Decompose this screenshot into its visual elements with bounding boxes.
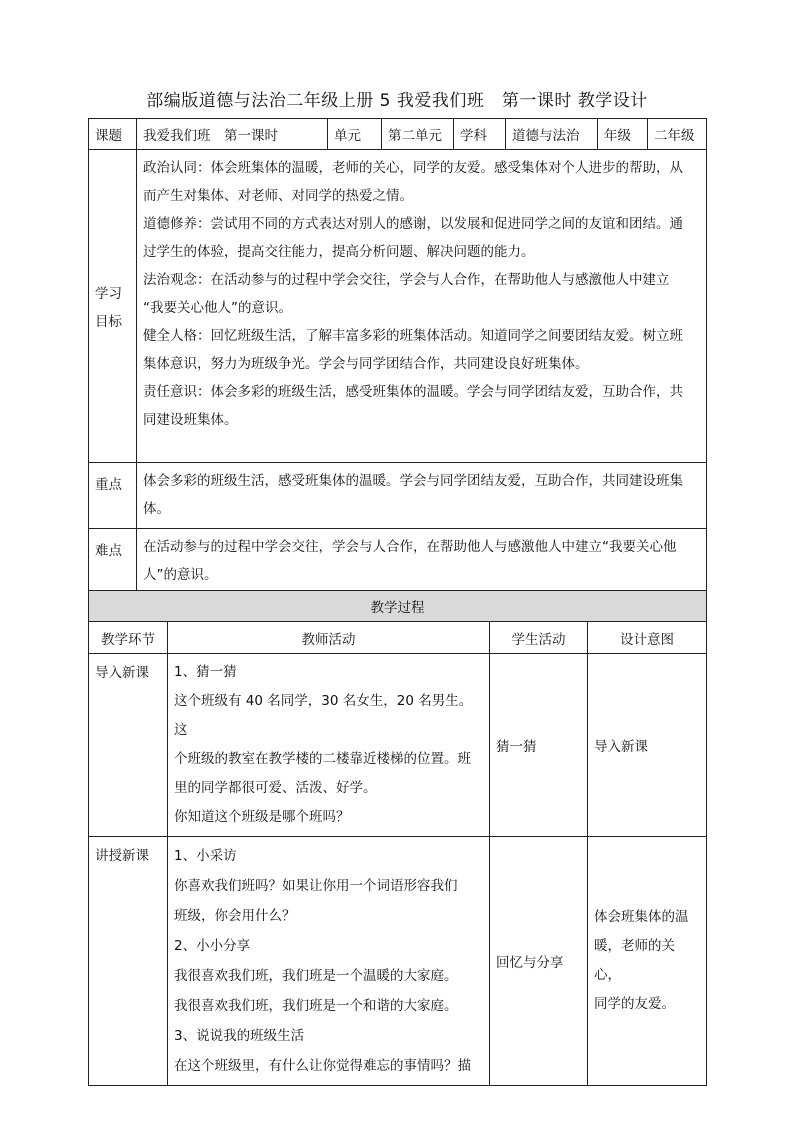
grade-label: 年级 — [598, 119, 648, 150]
teacher-line: 个班级的教室在教学楼的二楼靠近楼梯的位置。班 — [174, 751, 471, 767]
key-point-content — [137, 463, 707, 529]
design-intent-intro: 导入新课 — [588, 654, 707, 837]
intent-line: 体会班集体的温 — [594, 909, 689, 925]
column-header: 学生活动 — [490, 622, 588, 654]
teacher-line: 1、猜一猜 — [174, 664, 237, 680]
key-point-line: 体。 — [143, 501, 170, 517]
design-intent-lesson — [588, 837, 707, 1086]
column-header: 教师活动 — [168, 622, 490, 654]
goal-line: 道德修养：尝试用不同的方式表达对别人的感谢，以发展和促进同学之间的友谊和团结。通 — [143, 216, 683, 232]
subject-value: 道德与法治 — [506, 119, 598, 150]
goals-label-line: 学习 — [95, 286, 122, 302]
teacher-line: 我很喜欢我们班，我们班是一个和谐的大家庭。 — [174, 998, 458, 1014]
teacher-line: 班级，你会用什么？ — [174, 908, 296, 924]
teacher-line: 1、小采访 — [174, 848, 237, 864]
difficulty-line: 人”的意识。 — [143, 567, 218, 583]
goal-line: 法治观念：在活动参与的过程中学会交往，学会与人合作，在帮助他人与感激他人中建立 — [143, 272, 670, 288]
teacher-activity-intro — [168, 654, 490, 837]
goal-line: 而产生对集体、对老师、对同学的热爱之情。 — [143, 188, 413, 204]
goal-line: 健全人格：回忆班级生活，了解丰富多彩的班集体活动。知道同学之间要团结友爱。树立班 — [143, 328, 683, 344]
goal-line: 集体意识，努力为班级争光。学会与同学团结合作，共同建设良好班集体。 — [143, 356, 589, 372]
teacher-line: 里的同学都很可爱、活泼、好学。 — [174, 780, 377, 796]
teacher-line: 你知道这个班级是哪个班吗？ — [174, 809, 350, 825]
info-table — [88, 118, 707, 594]
subject-label: 学科 — [454, 119, 506, 150]
goal-line: 政治认同：体会班集体的温暖，老师的关心，同学的友爱。感受集体对个人进步的帮助，从 — [143, 160, 683, 176]
difficulty-label: 难点 — [89, 529, 137, 594]
difficulty-content — [137, 529, 707, 594]
column-header: 设计意图 — [588, 622, 707, 654]
topic-label: 课题 — [89, 119, 137, 150]
goal-line: “我要关心他人”的意识。 — [143, 300, 292, 316]
intent-line: 同学的友爱。 — [594, 996, 675, 1012]
teacher-line: 我很喜欢我们班，我们班是一个温暖的大家庭。 — [174, 968, 458, 984]
teacher-line: 3、说说我的班级生活 — [174, 1028, 305, 1044]
intent-line: 暖，老师的关心， — [594, 938, 675, 983]
difficulty-line: 在活动参与的过程中学会交往，学会与人合作，在帮助他人与感激他人中建立“我要关心他 — [143, 539, 677, 555]
goal-line: 过学生的体验，提高交往能力，提高分析问题、解决问题的能力。 — [143, 244, 535, 260]
key-point-label: 重点 — [89, 463, 137, 529]
teacher-line: 这个班级有 40 名同学，30 名女生，20 名男生。这 — [174, 693, 473, 738]
goals-label-line: 目标 — [95, 314, 122, 330]
goals-content — [137, 150, 707, 463]
student-activity-intro: 猜一猜 — [490, 654, 588, 837]
teacher-line: 你喜欢我们班吗？如果让你用一个词语形容我们 — [174, 878, 458, 894]
goal-line: 同建设班集体。 — [143, 412, 238, 428]
key-point-line: 体会多彩的班级生活，感受班集体的温暖。学会与同学团结友爱，互助合作，共同建设班集 — [143, 473, 683, 489]
grade-value: 二年级 — [648, 119, 707, 150]
student-activity-lesson: 回忆与分享 — [490, 837, 588, 1086]
column-header: 教学环节 — [89, 622, 168, 654]
topic-value: 我爱我们班 第一课时 — [137, 119, 328, 150]
teacher-line: 在这个班级里，有什么让你觉得难忘的事情吗？描 — [174, 1058, 471, 1074]
goal-line: 责任意识：体会多彩的班级生活，感受班集体的温暖。学会与同学团结友爱，互助合作，共 — [143, 384, 683, 400]
unit-value: 第二单元 — [382, 119, 454, 150]
process-header: 教学过程 — [89, 591, 707, 622]
stage-intro: 导入新课 — [89, 654, 168, 837]
teacher-line: 2、小小分享 — [174, 938, 251, 954]
document-title: 部编版道德与法治二年级上册 5 我爱我们班 第一课时 教学设计 — [146, 91, 648, 111]
unit-label: 单元 — [328, 119, 382, 150]
process-table — [88, 590, 707, 1086]
teacher-activity-lesson — [168, 837, 490, 1086]
goals-label — [89, 150, 137, 463]
stage-lesson: 讲授新课 — [89, 837, 168, 1086]
